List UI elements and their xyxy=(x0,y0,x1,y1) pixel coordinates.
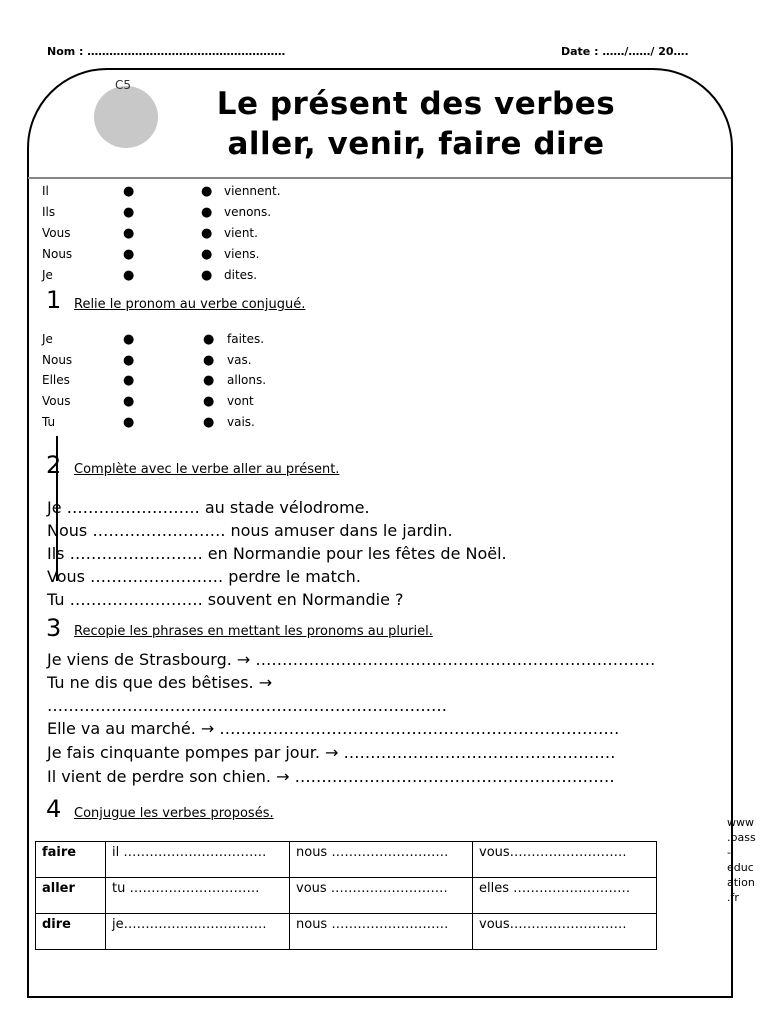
exercise-2-instruction: Complète avec le verbe aller au présent. xyxy=(74,462,340,477)
conjugation-cell: je…………………………… xyxy=(106,914,290,950)
bullet-dot: ● xyxy=(123,247,135,262)
bullet-dot: ● xyxy=(123,184,135,199)
match1-verb: dites. xyxy=(224,268,258,282)
match2-pronoun: Je xyxy=(42,332,53,346)
ex2-sentence: Ils ……………………. en Normandie pour les fêtes de Noël. xyxy=(47,544,507,563)
bullet-dot: ● xyxy=(123,205,135,220)
verb-cell: faire xyxy=(36,842,106,878)
match1-verb: viennent. xyxy=(224,184,281,198)
match1-pronoun: Nous xyxy=(42,247,73,261)
match2-verb: faites. xyxy=(227,332,265,346)
conjugation-cell: il …………………………… xyxy=(106,842,290,878)
ex3-sentence: Tu ne dis que des bêtises. → xyxy=(47,673,273,692)
match2-pronoun: Vous xyxy=(42,394,71,408)
conjugation-cell: elles ……………………… xyxy=(473,878,657,914)
ex2-sentence: Je ……………………. au stade vélodrome. xyxy=(47,498,370,517)
bullet-dot: ● xyxy=(203,353,215,368)
ex3-sentence: Elle va au marché. → ………………………………………………………………… xyxy=(47,719,620,738)
exercise-4-instruction: Conjugue les verbes proposés. xyxy=(74,806,274,821)
ex3-sentence: Je fais cinquante pompes par jour. → …………………………………………… xyxy=(47,743,616,762)
watermark-line: .fr xyxy=(727,891,739,904)
watermark-line: www xyxy=(727,816,754,829)
title-divider xyxy=(28,177,731,179)
watermark-line: .pass xyxy=(727,831,756,844)
ex3-answer-line: ………………………………………………………………… xyxy=(47,696,447,715)
date-field-label: Date : ……/……/ 20…. xyxy=(561,45,689,58)
match1-pronoun: Ils xyxy=(42,205,56,219)
level-badge-circle xyxy=(94,86,158,148)
match2-pronoun: Tu xyxy=(42,415,56,429)
watermark-line: ation xyxy=(727,876,755,889)
bullet-dot: ● xyxy=(123,373,135,388)
match1-verb: viens. xyxy=(224,247,260,261)
exercise-3-number: 3 xyxy=(46,614,62,642)
bullet-dot: ● xyxy=(201,268,213,283)
match1-pronoun: Il xyxy=(42,184,49,198)
exercise-1-instruction: Relie le pronom au verbe conjugué. xyxy=(74,297,306,312)
match2-pronoun: Nous xyxy=(42,353,73,367)
name-field-label: Nom : ……………………………………………… xyxy=(47,45,286,58)
bullet-dot: ● xyxy=(201,184,213,199)
ex3-sentence: Il vient de perdre son chien. → …………………………………………………… xyxy=(47,767,615,786)
match1-pronoun: Vous xyxy=(42,226,71,240)
match2-verb: vas. xyxy=(227,353,252,367)
bullet-dot: ● xyxy=(123,415,135,430)
match2-verb: vont xyxy=(227,394,254,408)
match2-verb: vais. xyxy=(227,415,255,429)
exercise-2-number: 2 xyxy=(46,451,62,479)
match1-verb: vient. xyxy=(224,226,258,240)
match2-verb: allons. xyxy=(227,373,267,387)
verb-cell: dire xyxy=(36,914,106,950)
bullet-dot: ● xyxy=(203,394,215,409)
exercise-3-instruction: Recopie les phrases en mettant les pronoms au pluriel. xyxy=(74,624,433,639)
bullet-dot: ● xyxy=(203,332,215,347)
table-row xyxy=(36,914,657,950)
verb-cell: aller xyxy=(36,878,106,914)
watermark-line: - xyxy=(727,846,731,859)
bullet-dot: ● xyxy=(123,353,135,368)
level-badge-text: C5 xyxy=(115,78,132,92)
exercise-4-number: 4 xyxy=(46,795,62,823)
conjugation-cell: nous ……………………… xyxy=(290,842,473,878)
bullet-dot: ● xyxy=(203,373,215,388)
table-row xyxy=(36,842,657,878)
conjugation-cell: vous ……………………… xyxy=(290,878,473,914)
conjugation-table xyxy=(35,841,657,950)
page-title-line1: Le présent des verbes xyxy=(216,86,616,122)
match1-pronoun: Je xyxy=(42,268,53,282)
ex3-sentence: Je viens de Strasbourg. → ………………………………………………………………… xyxy=(47,650,656,669)
bullet-dot: ● xyxy=(201,205,213,220)
exercise-1-number: 1 xyxy=(46,286,62,314)
bullet-dot: ● xyxy=(123,268,135,283)
bullet-dot: ● xyxy=(201,226,213,241)
bullet-dot: ● xyxy=(123,394,135,409)
ex2-sentence: Tu ……………………. souvent en Normandie ? xyxy=(47,590,404,609)
conjugation-cell: nous ……………………… xyxy=(290,914,473,950)
bullet-dot: ● xyxy=(123,332,135,347)
conjugation-cell: vous……………………… xyxy=(473,842,657,878)
match2-pronoun: Elles xyxy=(42,373,70,387)
ex2-sentence: Nous ……………………. nous amuser dans le jardin. xyxy=(47,521,453,540)
bullet-dot: ● xyxy=(123,226,135,241)
table-row xyxy=(36,878,657,914)
conjugation-cell: tu ………………………… xyxy=(106,878,290,914)
website-watermark xyxy=(727,815,767,905)
page-title-line2: aller, venir, faire dire xyxy=(227,126,605,162)
ex2-sentence: Vous ……………………. perdre le match. xyxy=(47,567,361,586)
conjugation-cell: vous……………………… xyxy=(473,914,657,950)
bullet-dot: ● xyxy=(201,247,213,262)
match1-verb: venons. xyxy=(224,205,272,219)
watermark-line: educ xyxy=(727,861,754,874)
bullet-dot: ● xyxy=(203,415,215,430)
